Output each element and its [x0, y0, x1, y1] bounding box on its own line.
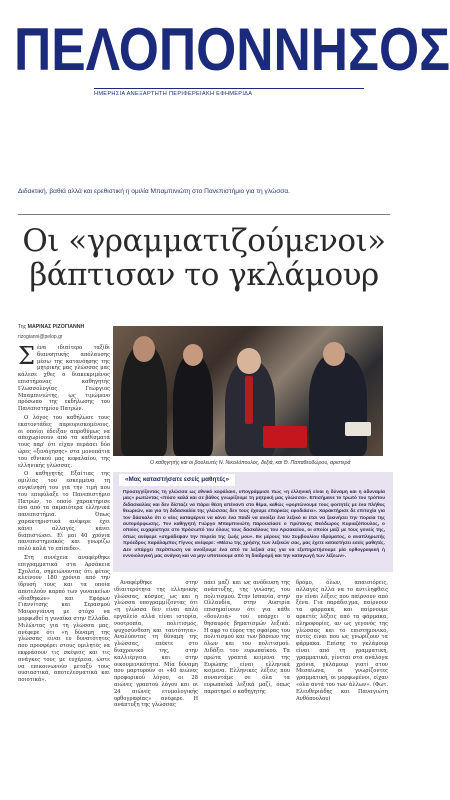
paragraph: Ο λόγος του καθήλωσε τους εκατοντάδες παρευρισκομένους, οι οποίοι έδειξαν απροθύμως να αποχωρίσουν από τα καθίσματά τους παρ' ότι είχαν περάσει δύο ώρες «ξενάγησης» στα μονοπάτια του εθνικού μας κεφαλαίου, της ελληνικής γλώσσας. — [18, 414, 110, 469]
body-column-4 — [296, 580, 388, 786]
paragraph: δρόμο, όλων, απαισιόρεις, αλλαγές αλλά να το αντιληφθείς αν είναι λέξεις που παίρνουν από ξένα. Για παράδειγμα, παίρνουν τα φάρμακα, και παίρνουμε αρκετές λέξεις από τα φάρμακα, πληροφορίες, αν ως γεγονός της γλώσσας και το επιστημονικό, αυτές είναι που ως γνωρίζουν τα φάρμακα. Επίσης το γκλάμουρ είναι από τη γραμματική, γραμματικά, γίνεται στα ανάλογα χρόνια, γκλάμουρ γιατί στον Μεσαίωνα, οι γνωρίζοντες γραμματική, οι μορφωμένοι, είχαν «όλα αυτά του των άλλων». (Φωτ. Ελευθεριάδης και Παναγιώτη Ανθόπουλου) — [296, 580, 388, 702]
drop-cap: Σ — [18, 342, 35, 370]
paragraph: πάει μαζί και ως ανόδευση της ανάπτυξης, της γνώσης, του πολιτισμού. Στην Ισπανία, στην Ολλανδία, στην Αυστρία επισημαίνουν ότι για κάθε «δουλειά» του υπάρχει ο θησαυρός βηματισμών λεξικά. Η αφρ το εύρος της σφαίρας του πολιτισμού και των βάσεων της όλων και του πολιτισμού. Διδάξει του ευρωπαϊκού. Τα πρώτα γραπτά κείμενα της Ευρώπης είναι ελληνικά κείμενα. Ελληνικές λέξεις που συναντάμε σε όλα τα ευρωπαϊκά λεξικά μαζί, όπως παρατηρεί ο καθηγητής — [204, 580, 290, 695]
masthead-subtitle: ΗΜΕΡΗΣΙΑ ΑΝΕΞΑΡΤΗΤΗ ΠΕΡΙΦΕΡΕΙΑΚΗ ΕΦΗΜΕΡΙΔΑ — [94, 88, 364, 103]
masthead-title: ΠΕΛΟΠΟΝΝΗΣΟΣ — [14, 16, 450, 83]
body-column-1 — [18, 342, 110, 787]
article-photo — [113, 326, 383, 456]
highlight-text: Προσεγγίζοντας τη γλώσσα ως εθνικό κεφάλαιο, υπογράμμισε πως «η ελληνική είναι η δύναμη και η αδυναμία μας» ρωτώντας «πόσο καλά και σε βάθος γνωρίζουμε τη μητρική μας γλώσσα». Επισήμανε το τρωτό του τρόπου διδασκαλίας και δεν δίσταζε να πάρει θέση απέναντι στο θέμα, καθώς «φορτώνουμε τους φοιτητές με ένα πλήθος θεωριών, και για τη διδασκαλία της γλώσσας δεν τους έχουμε επαρκώς εφοδιάσει». Χαρακτήρισε δε επιτυχία για τον δάσκαλο ότι ο νέος καταφέρνει να κάνει ένα παιδί να ανοίξει ένα λεξικό κι έτσι να ξεκινήσει την πορεία της αυτομόρφωσης. Τον καθηγητή Γιώργο Μπαμπινιώτη παρουσίασε ο πρύτανης Θεόδωρος Κυριαζόπουλος, ο οποίος ευχαρίστησε στο πρόσωπό του όλους τους δασκάλους του Αρσακείου, οι οποίοι μαζί με τους γονείς της, όπως ανέφερε «σημάδεψαν την πορεία της ζωής μου». Εκ μέρους του Συμβουλίου Ιδρύματος, ο αναπληρωτής πρόεδρος Χαράλαμπος Γίγνος ανέφερε: «Μέσω της χρήσης των λεξικών σας, μας έχετε καταστήσει εσείς μαθητές. Δεν υπάρχει περίπτωση να ανοίξουμε ένα από τα λεξικά σας για να εξυπηρετήσουμε μία ορθογραφική ή εννοιολογική μας ανάγκη και να μην υποτειουμε από τη διαδρομή και την καταγωγή των λέξεων». — [123, 490, 385, 560]
paragraph: Ο καθηγητής Εξαίτιας της ομιλίας του εσκεμμένα τη συγκίνησή του για την τιμή που του επιφύλαξε το Πανεπιστήμιο Πατρών, το οποίο χαρακτήρισε ένα από τα ακμαιότερα ελληνικά πανεπιστήμια. Όπως χαρακτηριστικά ανέφερε έχει κάνει αλλαγές, κάνει διαπιστώσει. Εί μαι 40 χρόνια πανεπιστημιακός και γνωρίζω πολύ καλά το επίπεδο». — [18, 471, 110, 553]
highlight-box — [113, 472, 393, 572]
byline — [18, 324, 108, 340]
photo-caption: Ο καθηγητής και οι βουλευτές Ν. Νικολόπουλος, δεξιά, και Θ. Παπαθεοδώρου, αριστερά — [150, 460, 351, 466]
paragraph: ένα ιδιαίτερο ταξίδι διανοητικής απόλαυσης μέσω της κατανόησης της μητρικής μας γλώσσας μας κάλεσε χθες ο διακεκριμένος επιστήμονας καθηγητής Γλωσσολογίας Γεώργιος Μπαμπινιώτης, ως τιμώμενο πρόσωπο της εκδήλωσης του Πανεπιστημίου Πατρών. — [18, 345, 110, 413]
masthead — [14, 14, 450, 110]
byline-email: rizogianni@pelop.gr — [18, 334, 63, 340]
paragraph: Αναφέρθηκε στην ιδιαιτερότητα της ελληνικής γλώσσας, κόσμος, ως και η γλώσσα υπογραμμίζοντας ότι «η γλώσσα δεν είναι απλό εργαλείο αλλά είναι ιστορία, νοοτροπία, πολιτισμός, ψυχοσύνθεση και ταυτότητα». Αναλύοντας τη δύναμη της γλώσσας, επέκτε στο διαχρονικό της, στην καλλιέργεια και στην οικουμενικότητα. Μία δύναμη που μαρτυρούν οι «40 αιώνες προφορικού λόγου, οι 28 αιώνες γραπτού λόγου και οι 24 αιώνες ετυμολογικής ορθογραφίας» ανέφερε. Η ανάπτυξη της γλώσσας — [114, 580, 198, 709]
divider — [18, 214, 390, 215]
body-column-2 — [114, 580, 198, 786]
byline-prefix: Της — [18, 324, 28, 330]
article-kicker: Διδακτική, βαθιά αλλά και ερεθιστική η ομιλία Μπαμπινιώτη στο Πανεπιστήμιο για τη γλώσσα. — [18, 188, 290, 195]
highlight-title: «Μας καταστήσατε εσείς μαθητές» — [119, 474, 235, 486]
byline-name: ΜΑΡΙΝΑΣ ΡΙΖΟΓΙΑΝΝΗ — [27, 324, 85, 330]
headline-line-2: βάπτισαν το γκλάμουρ — [29, 257, 379, 293]
headline — [18, 224, 390, 292]
headline-line-1: Οι «γραμματιζούμενοι» — [22, 223, 386, 259]
body-column-3 — [204, 580, 290, 786]
paragraph: Στη συνέχεια αναφέρθηκε επιγραμματικά στα Αρσάκεια Σχολεία, σημειώνοντας ότι φέτος κλείνουν 180 χρόνια από την ίδρυσή τους και τα οποία αποτελούν καρπό των γυναικείων «διαθηκών» και Εφόρων Γιαννίτσης και Σερασμού Μαυρογιάννη με στόχο να μορφωθεί η γυναίκα στην Ελλάδα. Μιλώντας για τη γλώσσα μας, ανέφερε ότι «η δύναμη της γλώσσας είναι ευ δυνατότητες που προσφέρει στους ομιλητές να εκφράσουν τις σκέψεις και τις ανάγκες τους με ευχέρεια, ώστε να επικοινωνούν μεταξύ τους ουσιαστικά, αποτελεσματικά και ποιοτικά». — [18, 554, 110, 684]
